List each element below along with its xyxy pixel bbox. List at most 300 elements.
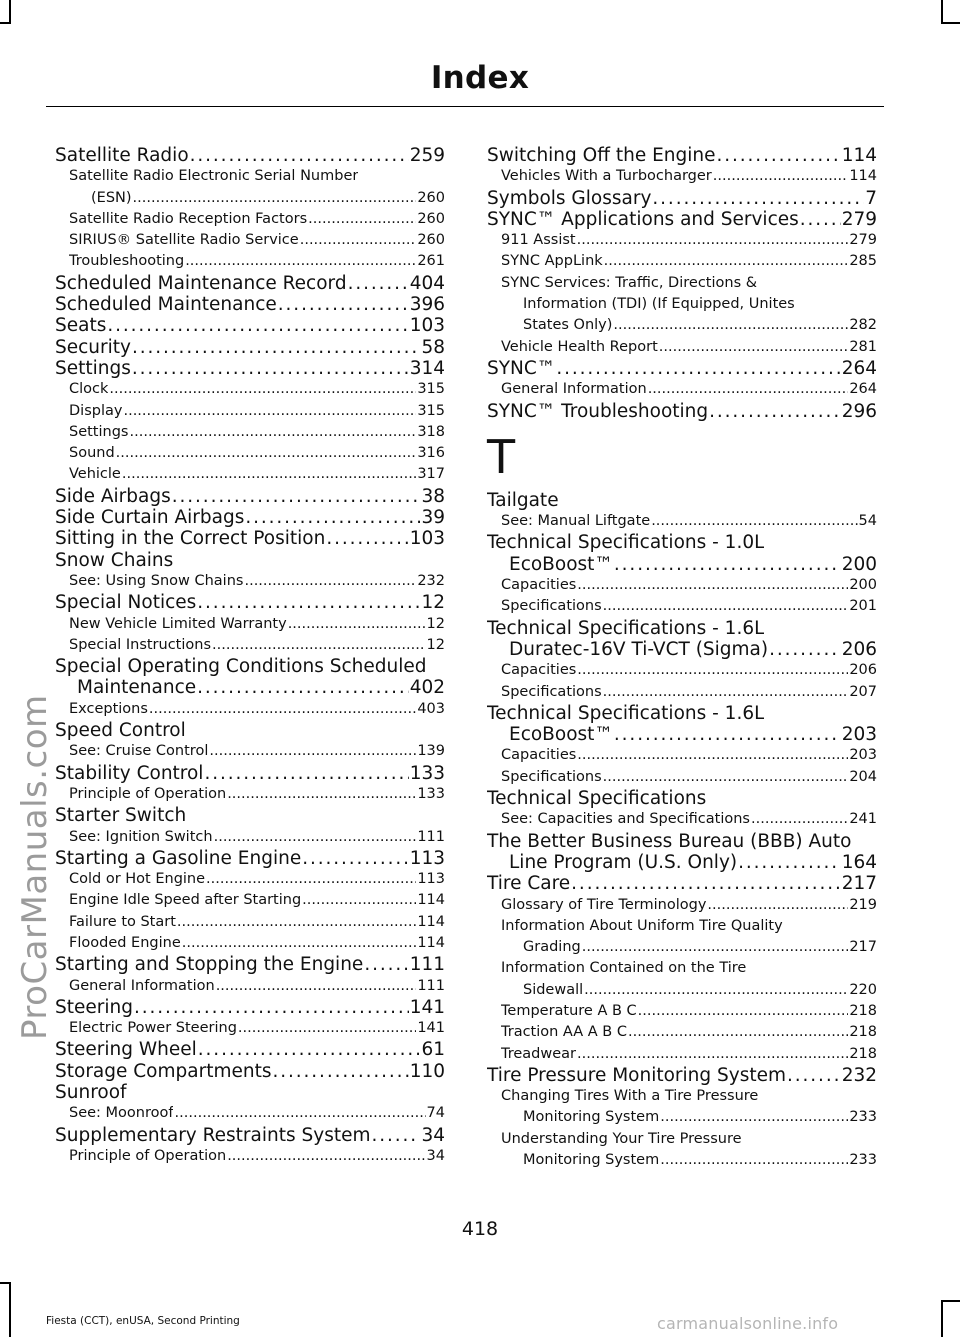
entry-page-number: 141 xyxy=(409,996,445,1018)
dot-leader xyxy=(372,1125,421,1146)
entry-page-number: 12 xyxy=(426,636,445,653)
index-subentry[interactable] xyxy=(55,571,445,592)
index-entry[interactable] xyxy=(487,209,877,230)
index-entry[interactable] xyxy=(55,528,445,549)
index-entry[interactable] xyxy=(55,763,445,784)
index-entry[interactable] xyxy=(487,639,877,660)
index-subentry[interactable] xyxy=(55,1103,445,1124)
dot-leader xyxy=(348,273,409,294)
entry-text: SYNC™ xyxy=(487,357,556,379)
dot-leader xyxy=(717,145,841,166)
entry-text: Treadwear xyxy=(501,1045,577,1062)
entry-text: Supplementary Restraints System xyxy=(55,1124,371,1146)
entry-text: Snow Chains xyxy=(55,549,174,571)
entry-text: Capacities xyxy=(501,747,577,764)
index-entry[interactable] xyxy=(487,188,877,209)
entry-text: Information About Uniform Tire Quality xyxy=(501,917,783,934)
index-entry[interactable] xyxy=(55,805,445,826)
index-entry[interactable] xyxy=(55,145,445,166)
dot-leader xyxy=(582,937,849,958)
index-subentry[interactable] xyxy=(487,682,877,703)
index-entry[interactable] xyxy=(55,315,445,336)
dot-leader xyxy=(659,337,849,358)
index-subentry[interactable] xyxy=(487,809,877,830)
dot-leader xyxy=(577,575,848,596)
index-subentry[interactable] xyxy=(55,443,445,464)
index-subentry[interactable] xyxy=(55,614,445,635)
entry-page-number: 114 xyxy=(417,934,445,951)
index-entry[interactable] xyxy=(487,873,877,894)
index-entry[interactable] xyxy=(487,358,877,379)
entry-text: Grading xyxy=(523,939,581,956)
dot-leader xyxy=(707,895,848,916)
index-subentry[interactable] xyxy=(55,251,445,272)
dot-leader xyxy=(109,379,416,400)
entry-text: Traction AA A B C xyxy=(501,1024,627,1041)
entry-page-number: 34 xyxy=(421,1124,445,1146)
entry-text: Special Operating Conditions Scheduled xyxy=(55,656,427,678)
dot-leader xyxy=(272,1061,408,1082)
dot-leader xyxy=(651,511,857,532)
index-entry[interactable] xyxy=(55,954,445,975)
entry-text: Specifications xyxy=(501,683,602,700)
dot-leader xyxy=(134,997,409,1018)
dot-leader xyxy=(238,1018,416,1039)
dot-leader xyxy=(129,422,416,443)
entry-text: Maintenance xyxy=(77,677,197,699)
entry-text: Glossary of Tire Terminology xyxy=(501,896,707,913)
index-subentry[interactable] xyxy=(487,251,877,272)
dot-leader xyxy=(584,980,848,1001)
dot-leader xyxy=(603,767,849,788)
index-entry[interactable] xyxy=(55,1082,445,1103)
dot-leader xyxy=(132,358,409,379)
entry-page-number: 207 xyxy=(849,683,877,700)
entry-text: Side Airbags xyxy=(55,485,171,507)
bottom-watermark: carmanualsonline.info xyxy=(657,1314,839,1333)
dot-leader xyxy=(613,315,848,336)
entry-text: See: Using Snow Chains xyxy=(69,572,244,589)
entry-text: See: Manual Liftgate xyxy=(501,513,651,530)
entry-page-number: 114 xyxy=(849,168,877,185)
entry-page-number: 139 xyxy=(417,743,445,760)
entry-text: Vehicle Health Report xyxy=(501,338,658,355)
header-rule xyxy=(46,106,884,107)
entry-text: See: Capacities and Specifications xyxy=(501,811,750,828)
entry-page-number: 403 xyxy=(417,700,445,717)
index-subentry[interactable] xyxy=(487,230,877,251)
crop-mark-bottom-left-h xyxy=(0,1282,11,1284)
entry-text: Symbols Glossary xyxy=(487,187,652,209)
entry-text: Sitting in the Correct Position xyxy=(55,528,326,550)
index-entry[interactable] xyxy=(55,677,445,698)
entry-page-number: 260 xyxy=(417,189,445,206)
dot-leader xyxy=(182,933,417,954)
entry-text: Security xyxy=(55,336,131,358)
entry-text: Display xyxy=(69,402,123,419)
dot-leader xyxy=(308,209,416,230)
dot-leader xyxy=(614,724,841,745)
index-subentry[interactable] xyxy=(55,784,445,805)
entry-text: Failure to Start xyxy=(69,913,176,930)
index-entry[interactable] xyxy=(55,997,445,1018)
dot-leader xyxy=(149,699,416,720)
crop-mark-top-left-h xyxy=(0,22,11,24)
index-subentry[interactable] xyxy=(487,1086,877,1107)
dot-leader xyxy=(197,677,409,698)
index-subentry[interactable] xyxy=(487,511,877,532)
entry-text: Side Curtain Airbags xyxy=(55,507,245,529)
entry-page-number: 279 xyxy=(841,208,877,230)
dot-leader xyxy=(751,809,848,830)
dot-leader xyxy=(278,294,409,315)
crop-mark-bottom-right xyxy=(941,1300,943,1337)
entry-text: Satellite Radio Reception Factors xyxy=(69,210,308,227)
entry-text: Cold or Hot Engine xyxy=(69,871,206,888)
index-subentry[interactable] xyxy=(487,1001,877,1022)
index-entry[interactable] xyxy=(55,486,445,507)
index-entry[interactable] xyxy=(55,720,445,741)
entry-text: Technical Specifications - 1.6L xyxy=(487,702,765,724)
dot-leader xyxy=(800,209,841,230)
entry-text: Clock xyxy=(69,381,109,398)
entry-page-number: 7 xyxy=(865,187,877,209)
entry-text: Steering xyxy=(55,996,133,1018)
entry-text: Tire Pressure Monitoring System xyxy=(487,1064,787,1086)
entry-page-number: 314 xyxy=(409,357,445,379)
page-title: Index xyxy=(430,60,530,96)
entry-page-number: 39 xyxy=(421,507,445,529)
index-subentry[interactable] xyxy=(55,166,445,187)
dot-leader xyxy=(364,954,408,975)
entry-text: 911 Assist xyxy=(501,232,576,249)
entry-text: Engine Idle Speed after Starting xyxy=(69,892,302,909)
entry-text: EcoBoost™ xyxy=(509,553,613,575)
crop-mark-top-right-h xyxy=(941,22,960,24)
dot-leader xyxy=(123,401,416,422)
entry-page-number: 264 xyxy=(841,357,877,379)
entry-text: Troubleshooting xyxy=(69,253,185,270)
entry-text: Duratec-16V Ti-VCT (Sigma) xyxy=(509,638,769,660)
dot-leader xyxy=(738,852,841,873)
dot-leader xyxy=(660,1150,848,1171)
index-entry[interactable] xyxy=(487,401,877,422)
index-subentry[interactable] xyxy=(487,1022,877,1043)
index-entry[interactable] xyxy=(487,554,877,575)
index-entry[interactable] xyxy=(55,592,445,613)
dot-leader xyxy=(660,1107,848,1128)
dot-leader xyxy=(204,763,408,784)
index-subentry[interactable] xyxy=(55,741,445,762)
index-subentry[interactable] xyxy=(55,379,445,400)
entry-text: Scheduled Maintenance Record xyxy=(55,272,347,294)
entry-page-number: 203 xyxy=(849,747,877,764)
dot-leader xyxy=(577,745,848,766)
dot-leader xyxy=(209,741,416,762)
dot-leader xyxy=(302,890,416,911)
index-subentry[interactable] xyxy=(487,273,877,294)
entry-text: Temperature A B C xyxy=(501,1002,637,1019)
index-subentry[interactable] xyxy=(55,933,445,954)
entry-page-number: 111 xyxy=(409,954,445,976)
entry-text: General Information xyxy=(69,977,215,994)
index-subentry[interactable] xyxy=(487,980,877,1001)
crop-mark-top-right xyxy=(941,0,943,24)
entry-text: Capacities xyxy=(501,577,577,594)
entry-text: Special Instructions xyxy=(69,636,212,653)
entry-text: General Information xyxy=(501,381,647,398)
entry-page-number: 241 xyxy=(849,811,877,828)
entry-page-number: 260 xyxy=(417,210,445,227)
entry-text: Capacities xyxy=(501,662,577,679)
entry-text: SYNC AppLink xyxy=(501,253,603,270)
dot-leader xyxy=(116,443,417,464)
dot-leader xyxy=(604,251,849,272)
crop-mark-top-left xyxy=(9,0,11,24)
entry-text: Technical Specifications - 1.0L xyxy=(487,532,765,554)
entry-text: Speed Control xyxy=(55,720,186,742)
index-entry[interactable] xyxy=(55,337,445,358)
entry-text: Specifications xyxy=(501,768,602,785)
entry-page-number: 218 xyxy=(849,1045,877,1062)
entry-text: Monitoring System xyxy=(523,1109,660,1126)
index-subentry[interactable] xyxy=(55,827,445,848)
entry-page-number: 218 xyxy=(849,1024,877,1041)
dot-leader xyxy=(638,1001,849,1022)
entry-text: Vehicles With a Turbocharger xyxy=(501,168,712,185)
index-entry[interactable] xyxy=(55,656,445,677)
entry-text: Exceptions xyxy=(69,700,148,717)
index-entry[interactable] xyxy=(487,724,877,745)
index-entry[interactable] xyxy=(487,490,877,511)
entry-text: Changing Tires With a Tire Pressure xyxy=(501,1088,759,1105)
entry-page-number: 110 xyxy=(409,1060,445,1082)
entry-text: See: Moonroof xyxy=(69,1105,174,1122)
side-watermark: ProCarManuals.com xyxy=(15,694,55,1040)
entry-page-number: 114 xyxy=(417,913,445,930)
index-subentry[interactable] xyxy=(55,230,445,251)
index-entry[interactable] xyxy=(55,273,445,294)
entry-text: Switching Off the Engine xyxy=(487,145,716,166)
entry-text: Tailgate xyxy=(487,489,559,511)
entry-page-number: 141 xyxy=(417,1020,445,1037)
entry-page-number: 404 xyxy=(409,272,445,294)
entry-page-number: 285 xyxy=(849,253,877,270)
entry-text: Settings xyxy=(69,423,129,440)
entry-text: Storage Compartments xyxy=(55,1060,272,1082)
entry-text: Scheduled Maintenance xyxy=(55,294,277,316)
entry-text: Sunroof xyxy=(55,1082,127,1104)
entry-text: Settings xyxy=(55,357,131,379)
dot-leader xyxy=(571,873,841,894)
entry-text: Line Program (U.S. Only) xyxy=(509,851,738,873)
index-entry[interactable] xyxy=(55,848,445,869)
index-subentry[interactable] xyxy=(487,660,877,681)
entry-text: Satellite Radio Electronic Serial Number xyxy=(69,168,359,185)
index-subentry[interactable] xyxy=(487,294,877,315)
dot-leader xyxy=(787,1065,841,1086)
entry-page-number: 203 xyxy=(841,724,877,746)
index-subentry[interactable] xyxy=(487,596,877,617)
entry-page-number: 217 xyxy=(849,939,877,956)
dot-leader xyxy=(214,827,417,848)
dot-leader xyxy=(206,869,416,890)
entry-page-number: 317 xyxy=(417,466,445,483)
entry-page-number: 232 xyxy=(417,572,445,589)
dot-leader xyxy=(198,1039,421,1060)
index-entry[interactable] xyxy=(487,618,877,639)
entry-page-number: 201 xyxy=(849,598,877,615)
index-subentry[interactable] xyxy=(487,575,877,596)
index-subentry[interactable] xyxy=(55,401,445,422)
index-entry[interactable] xyxy=(487,145,877,166)
index-subentry[interactable] xyxy=(487,337,877,358)
dot-leader xyxy=(713,166,849,187)
crop-mark-bottom-left xyxy=(9,1282,11,1337)
index-subentry[interactable] xyxy=(487,958,877,979)
index-entry[interactable] xyxy=(487,788,877,809)
index-subentry[interactable] xyxy=(55,912,445,933)
index-subentry[interactable] xyxy=(487,1044,877,1065)
entry-page-number: 114 xyxy=(841,145,877,166)
dot-leader xyxy=(197,592,420,613)
dot-leader xyxy=(603,682,849,703)
index-subentry[interactable] xyxy=(487,1129,877,1150)
entry-text: Steering Wheel xyxy=(55,1039,197,1061)
entry-text: Flooded Engine xyxy=(69,934,181,951)
entry-page-number: 12 xyxy=(426,615,445,632)
entry-text: Satellite Radio xyxy=(55,145,189,166)
entry-page-number: 111 xyxy=(417,977,445,994)
entry-text: Tire Care xyxy=(487,873,571,895)
entry-page-number: 282 xyxy=(849,317,877,334)
entry-text: Specifications xyxy=(501,598,602,615)
dot-leader xyxy=(652,188,864,209)
entry-page-number: 218 xyxy=(849,1002,877,1019)
index-subentry[interactable] xyxy=(487,916,877,937)
index-subentry[interactable] xyxy=(55,1018,445,1039)
index-subentry[interactable] xyxy=(55,464,445,485)
index-entry[interactable] xyxy=(55,507,445,528)
entry-page-number: 133 xyxy=(417,785,445,802)
index-entry[interactable] xyxy=(487,1065,877,1086)
entry-page-number: 12 xyxy=(421,592,445,614)
index-subentry[interactable] xyxy=(55,635,445,656)
entry-page-number: 38 xyxy=(421,485,445,507)
dot-leader xyxy=(577,230,849,251)
entry-text: Technical Specifications xyxy=(487,788,707,810)
dot-leader xyxy=(190,145,409,166)
index-entry[interactable] xyxy=(55,550,445,571)
entry-text: Sound xyxy=(69,445,115,462)
entry-page-number: 259 xyxy=(409,145,445,166)
index-entry[interactable] xyxy=(487,852,877,873)
dot-leader xyxy=(185,251,416,272)
entry-page-number: 402 xyxy=(409,677,445,699)
index-subentry[interactable] xyxy=(55,1146,445,1167)
entry-text: (ESN) xyxy=(91,189,132,206)
dot-leader xyxy=(288,614,426,635)
entry-page-number: 58 xyxy=(421,336,445,358)
entry-text: Understanding Your Tire Pressure xyxy=(501,1130,742,1147)
index-subentry[interactable] xyxy=(55,209,445,230)
index-entry[interactable] xyxy=(55,294,445,315)
index-entry[interactable] xyxy=(55,1125,445,1146)
entry-page-number: 315 xyxy=(417,381,445,398)
index-subentry[interactable] xyxy=(487,1107,877,1128)
index-subentry[interactable] xyxy=(487,937,877,958)
entry-page-number: 260 xyxy=(417,232,445,249)
entry-text: Principle of Operation xyxy=(69,785,227,802)
footer-note: Fiesta (CCT), enUSA, Second Printing xyxy=(46,1315,240,1327)
index-subentry[interactable] xyxy=(55,188,445,209)
index-subentry[interactable] xyxy=(487,379,877,400)
entry-text: The Better Business Bureau (BBB) Auto xyxy=(487,830,852,852)
index-column-right xyxy=(487,145,877,1171)
index-subentry[interactable] xyxy=(487,895,877,916)
index-subentry[interactable] xyxy=(55,699,445,720)
index-section-letter: T xyxy=(487,429,516,484)
index-entry[interactable] xyxy=(487,532,877,553)
dot-leader xyxy=(769,639,841,660)
index-entry[interactable] xyxy=(55,1061,445,1082)
index-entry[interactable] xyxy=(55,1039,445,1060)
dot-leader xyxy=(302,848,408,869)
crop-mark-bottom-right-h xyxy=(941,1300,960,1302)
index-entry[interactable] xyxy=(55,358,445,379)
index-entry[interactable] xyxy=(487,703,877,724)
entry-text: Electric Power Steering xyxy=(69,1020,237,1037)
dot-leader xyxy=(122,464,416,485)
entry-page-number: 61 xyxy=(421,1039,445,1061)
entry-page-number: 233 xyxy=(849,1109,877,1126)
entry-page-number: 279 xyxy=(849,232,877,249)
index-subentry[interactable] xyxy=(55,890,445,911)
entry-text: EcoBoost™ xyxy=(509,724,613,746)
entry-page-number: 233 xyxy=(849,1152,877,1169)
entry-page-number: 133 xyxy=(409,762,445,784)
page-number: 418 xyxy=(461,1218,499,1240)
dot-leader xyxy=(227,784,416,805)
entry-page-number: 232 xyxy=(841,1064,877,1086)
entry-text: Vehicle xyxy=(69,466,121,483)
index-subentry[interactable] xyxy=(487,767,877,788)
index-subentry[interactable] xyxy=(55,422,445,443)
entry-text: Starter Switch xyxy=(55,805,187,827)
entry-text: SYNC Services: Traffic, Directions & xyxy=(501,274,758,291)
entry-page-number: 113 xyxy=(417,871,445,888)
entry-page-number: 103 xyxy=(409,315,445,337)
dot-leader xyxy=(172,486,421,507)
index-entry[interactable] xyxy=(487,831,877,852)
entry-text: Information Contained on the Tire xyxy=(501,960,747,977)
entry-text: See: Cruise Control xyxy=(69,743,209,760)
dot-leader xyxy=(300,230,417,251)
dot-leader xyxy=(556,358,840,379)
dot-leader xyxy=(577,660,848,681)
entry-page-number: 217 xyxy=(841,873,877,895)
entry-page-number: 315 xyxy=(417,402,445,419)
index-subentry[interactable] xyxy=(487,315,877,336)
entry-text: Information (TDI) (If Equipped, Unites xyxy=(523,296,795,313)
entry-text: States Only) xyxy=(523,317,613,334)
index-subentry[interactable] xyxy=(55,976,445,997)
index-subentry[interactable] xyxy=(487,745,877,766)
index-subentry[interactable] xyxy=(487,166,877,187)
index-subentry[interactable] xyxy=(55,869,445,890)
index-subentry[interactable] xyxy=(487,1150,877,1171)
entry-text: Monitoring System xyxy=(523,1152,660,1169)
